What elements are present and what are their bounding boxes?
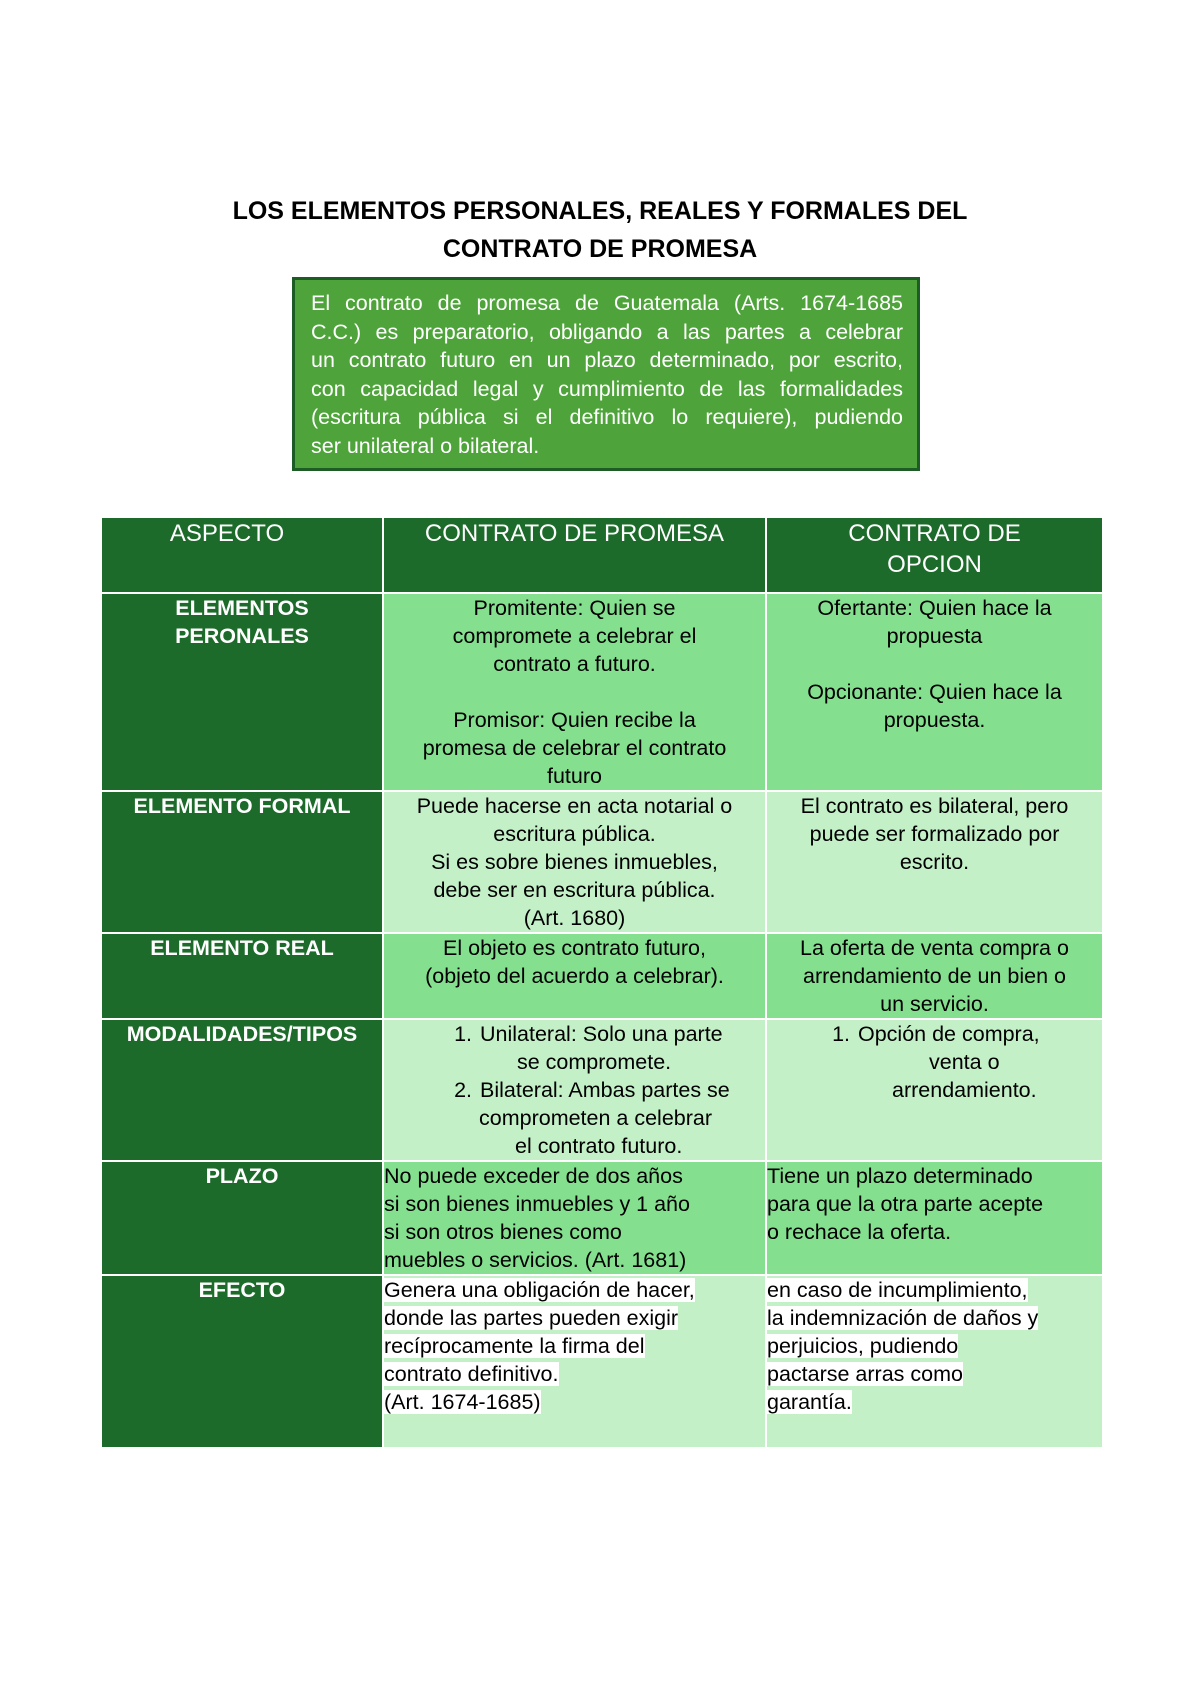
- header-aspect: ASPECTO: [101, 517, 383, 593]
- header-opcion: [766, 517, 1103, 593]
- cell-line: debe ser en escritura pública.: [433, 878, 716, 902]
- table-row: [101, 593, 1103, 791]
- summary-box: [292, 277, 920, 471]
- cell-line: El contrato es bilateral, pero: [800, 794, 1069, 818]
- cell-modalidades-opcion: [766, 1019, 1103, 1161]
- cell-line: futuro: [547, 764, 602, 788]
- cell-line: [767, 1360, 1102, 1388]
- cell-line: [384, 1388, 765, 1416]
- cell-spacer: [384, 678, 765, 706]
- row-label-efecto: EFECTO: [101, 1275, 383, 1448]
- cell-modalidades-promesa: [383, 1019, 766, 1161]
- summary-line: ser unilateral o bilateral.: [311, 433, 540, 458]
- highlighted-text: (Art. 1674-1685): [384, 1390, 541, 1414]
- cell-line: escritura pública.: [493, 822, 656, 846]
- table-row: [101, 1161, 1103, 1275]
- table-row: [101, 1019, 1103, 1161]
- list-number: 2.: [454, 1078, 472, 1102]
- row-label-real: ELEMENTO REAL: [101, 933, 383, 1019]
- cell-efecto-opcion: [766, 1275, 1103, 1448]
- row-label-formal: ELEMENTO FORMAL: [101, 791, 383, 933]
- cell-line: No puede exceder de dos años: [384, 1164, 683, 1188]
- cell-formal-promesa: [383, 791, 766, 933]
- list-item-continued: el contrato futuro.: [515, 1134, 683, 1158]
- highlighted-text: garantía.: [767, 1390, 852, 1414]
- cell-line: Ofertante: Quien hace la: [817, 596, 1052, 620]
- list-item: [812, 1020, 1102, 1048]
- cell-line: promesa de celebrar el contrato: [422, 736, 727, 760]
- list-text: Unilateral: Solo una parte: [480, 1022, 723, 1046]
- cell-real-promesa: [383, 933, 766, 1019]
- list-text: Bilateral: Ambas partes se: [480, 1078, 730, 1102]
- table-row: [101, 1275, 1103, 1448]
- cell-line: (Art. 1680): [523, 906, 626, 930]
- summary-line: C.C.) es preparatorio, obligando a las partes a celebrar: [311, 319, 903, 344]
- list-item-continued: comprometen a celebrar: [479, 1106, 713, 1130]
- list-item-continued: se compromete.: [517, 1050, 672, 1074]
- summary-line: con capacidad legal y cumplimiento de las formalidades: [311, 376, 903, 401]
- highlighted-text: recíprocamente la firma del: [384, 1334, 645, 1358]
- page-title: [100, 192, 1100, 268]
- cell-line: La oferta de venta compra o: [800, 936, 1069, 960]
- cell-line: para que la otra parte acepte: [767, 1192, 1044, 1216]
- row-label-plazo: PLAZO: [101, 1161, 383, 1275]
- cell-line: El objeto es contrato futuro,: [443, 936, 706, 960]
- cell-line: contrato a futuro.: [493, 652, 656, 676]
- comparison-table: [100, 516, 1104, 1449]
- cell-spacer: [767, 650, 1102, 678]
- cell-line: propuesta: [886, 624, 983, 648]
- cell-line: Opcionante: Quien hace la: [807, 680, 1062, 704]
- row-label-line: PERONALES: [175, 624, 309, 648]
- cell-line: si son bienes inmuebles y 1 año: [384, 1192, 690, 1216]
- table-header-row: [101, 517, 1103, 593]
- list-item-continued: arrendamiento.: [892, 1078, 1037, 1102]
- list-text: Opción de compra,: [858, 1022, 1040, 1046]
- cell-line: Tiene un plazo determinado: [767, 1164, 1033, 1188]
- cell-line: arrendamiento de un bien o: [803, 964, 1066, 988]
- title-line: CONTRATO DE PROMESA: [442, 235, 758, 263]
- cell-line: Promitente: Quien se: [473, 596, 676, 620]
- title-line: LOS ELEMENTOS PERSONALES, REALES Y FORMALES DEL: [232, 197, 968, 225]
- cell-personales-promesa: [383, 593, 766, 791]
- cell-real-opcion: [766, 933, 1103, 1019]
- cell-line: muebles o servicios. (Art. 1681): [384, 1248, 687, 1272]
- cell-line: o rechace la oferta.: [767, 1220, 952, 1244]
- cell-line: [767, 1276, 1102, 1304]
- cell-line: compromete a celebrar el: [452, 624, 697, 648]
- highlighted-text: contrato definitivo.: [384, 1362, 559, 1386]
- highlighted-text: la indemnización de daños y: [767, 1306, 1039, 1330]
- header-opcion-line: CONTRATO DE: [848, 520, 1021, 547]
- row-label-personales: [101, 593, 383, 791]
- cell-line: [767, 1388, 1102, 1416]
- cell-line: puede ser formalizado por: [809, 822, 1060, 846]
- cell-line: Promisor: Quien recibe la: [453, 708, 696, 732]
- list-number: 1.: [454, 1022, 472, 1046]
- table-row: [101, 791, 1103, 933]
- cell-line: un servicio.: [880, 992, 989, 1016]
- list-number: 1.: [832, 1022, 850, 1046]
- cell-line: escrito.: [899, 850, 970, 874]
- table-row: [101, 933, 1103, 1019]
- cell-line: [767, 1332, 1102, 1360]
- summary-line: El contrato de promesa de Guatemala (Arts. 1674-1685: [311, 291, 903, 315]
- highlighted-text: donde las partes pueden exigir: [384, 1306, 679, 1330]
- cell-line: [384, 1332, 765, 1360]
- highlighted-text: en caso de incumplimiento,: [767, 1278, 1028, 1302]
- cell-line: [384, 1304, 765, 1332]
- highlighted-text: Genera una obligación de hacer,: [384, 1278, 695, 1302]
- row-label-line: ELEMENTOS: [175, 596, 309, 620]
- cell-line: si son otros bienes como: [384, 1220, 622, 1244]
- row-label-modalidades: MODALIDADES/TIPOS: [101, 1019, 383, 1161]
- cell-line: [767, 1304, 1102, 1332]
- cell-line: (objeto del acuerdo a celebrar).: [425, 964, 724, 988]
- header-promesa: CONTRATO DE PROMESA: [383, 517, 766, 593]
- list-item-continued: venta o: [929, 1050, 1000, 1074]
- cell-line: propuesta.: [883, 708, 986, 732]
- cell-formal-opcion: [766, 791, 1103, 933]
- summary-line: un contrato futuro en un plazo determinado, por escrito,: [311, 348, 903, 372]
- cell-plazo-opcion: [766, 1161, 1103, 1275]
- cell-line: Puede hacerse en acta notarial o: [416, 794, 733, 818]
- cell-line: Si es sobre bienes inmuebles,: [431, 850, 718, 874]
- list-item: [434, 1076, 765, 1104]
- cell-line: [384, 1360, 765, 1388]
- summary-line: (escritura pública si el definitivo lo requiere), pudiendo: [311, 405, 903, 429]
- header-opcion-line: OPCION: [887, 551, 982, 578]
- cell-efecto-promesa: [383, 1275, 766, 1448]
- list-item: [434, 1020, 765, 1048]
- cell-personales-opcion: [766, 593, 1103, 791]
- highlighted-text: perjuicios, pudiendo: [767, 1334, 959, 1358]
- cell-line: [384, 1276, 765, 1304]
- cell-plazo-promesa: [383, 1161, 766, 1275]
- highlighted-text: pactarse arras como: [767, 1362, 963, 1386]
